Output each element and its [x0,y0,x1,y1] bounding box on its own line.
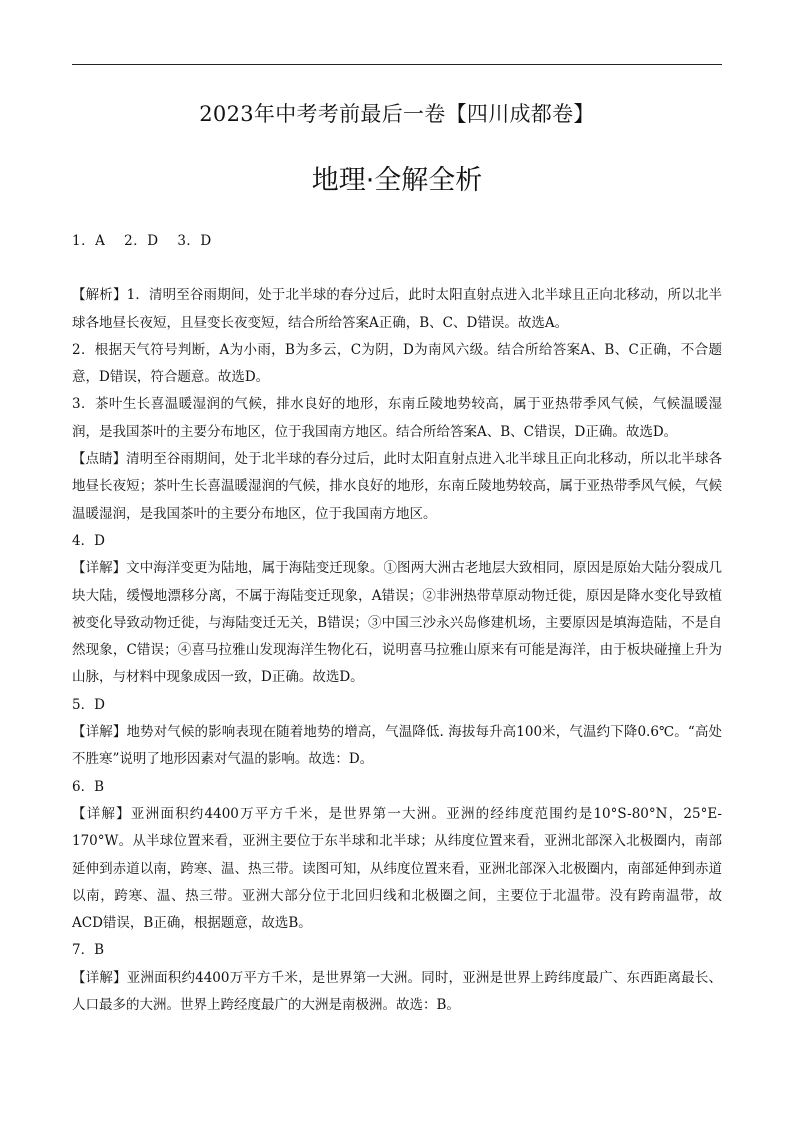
answer-content [72,228,722,1019]
answer-q7: 7．B [72,942,105,959]
exam-title: 2023年中考考前最后一卷【四川成都卷】 [199,102,595,126]
header-rule [72,64,722,65]
detail-paragraph-q4: 【详解】文中海洋变更为陆地，属于海陆变迁现象。①图两大洲古老地层大致相同，原因是原始大陆分裂成几块大陆，缓慢地漂移分离，不属于海陆变迁现象，A错误；②非洲热带草原动物迁徙，原因是降水变化导致植被变化导致动物迁徙，与海陆变迁无关，B错误；③中国三沙永兴岛修建机场，主要原因是填海造陆，不是自然现象，C错误；④喜马拉雅山发现海洋生物化石，说明喜马拉雅山原来有可能是海洋，由于板块碰撞上升为山脉，与材料中现象成因一致，D正确。故选D。 [72,560,722,686]
answer-q5: 5．D [72,696,105,713]
answer-q4: 4．D [72,532,105,549]
exam-subtitle: 地理·全解全析 [311,165,483,196]
detail-paragraph-q5: 【详解】地势对气候的影响表现在随着地势的增高，气温降低. 海拔每升高100米，气温约下降0.6℃。“高处不胜寒”说明了地形因素对气温的影响。故选：D。 [72,724,722,768]
tip-paragraph: 【点睛】清明至谷雨期间，处于北半球的春分过后，此时太阳直射点进入北半球且正向北移动，所以北半球各地昼长夜短；茶叶生长喜温暖湿润的气候，排水良好的地形，东南丘陵地势较高，属于亚热带季风气候，气候温暖湿润，是我国茶叶的主要分布地区，位于我国南方地区。 [72,451,722,522]
answers-1-3: 1．A 2．D 3．D [72,233,212,249]
answer-q6: 6．B [72,778,105,795]
analysis-paragraph-q2: 2．根据天气符号判断，A为小雨，B为多云，C为阴，D为南风六级。结合所给答案A、B、C正确，不合题意，D错误，符合题意。故选D。 [72,341,722,386]
detail-paragraph-q6: 【详解】亚洲面积约4400万平方千米，是世界第一大洲。亚洲的经纬度范围约是10°S-80°N，25°E-170°W。从半球位置来看，亚洲主要位于东半球和北半球；从纬度位置来看，亚洲北部深入北极圈内，南部延伸到赤道以南，跨寒、温、热三带。读图可知，从纬度位置来看，亚洲北部深入北极圈内，南部延伸到赤道以南，跨寒、温、热三带。亚洲大部分位于北回归线和北极圈之间，主要位于北温带。没有跨南温带，故ACD错误，B正确，根据题意，故选B。 [72,805,722,932]
analysis-paragraph-q1: 【解析】1．清明至谷雨期间，处于北半球的春分过后，此时太阳直射点进入北半球且正向北移动，所以北半球各地昼长夜短，且昼变长夜变短，结合所给答案A正确，B、C、D错误。故选A。 [72,287,722,331]
detail-paragraph-q7: 【详解】亚洲面积约4400万平方千米，是世界第一大洲。同时，亚洲是世界上跨纬度最广、东西距离最长、人口最多的大洲。世界上跨经度最广的大洲是南极洲。故选：B。 [72,969,722,1014]
analysis-paragraph-q3: 3．茶叶生长喜温暖湿润的气候，排水良好的地形，东南丘陵地势较高，属于亚热带季风气候，气候温暖湿润，是我国茶叶的主要分布地区，位于我国南方地区。结合所给答案A、B、C错误，D正确。故选D。 [72,396,722,440]
